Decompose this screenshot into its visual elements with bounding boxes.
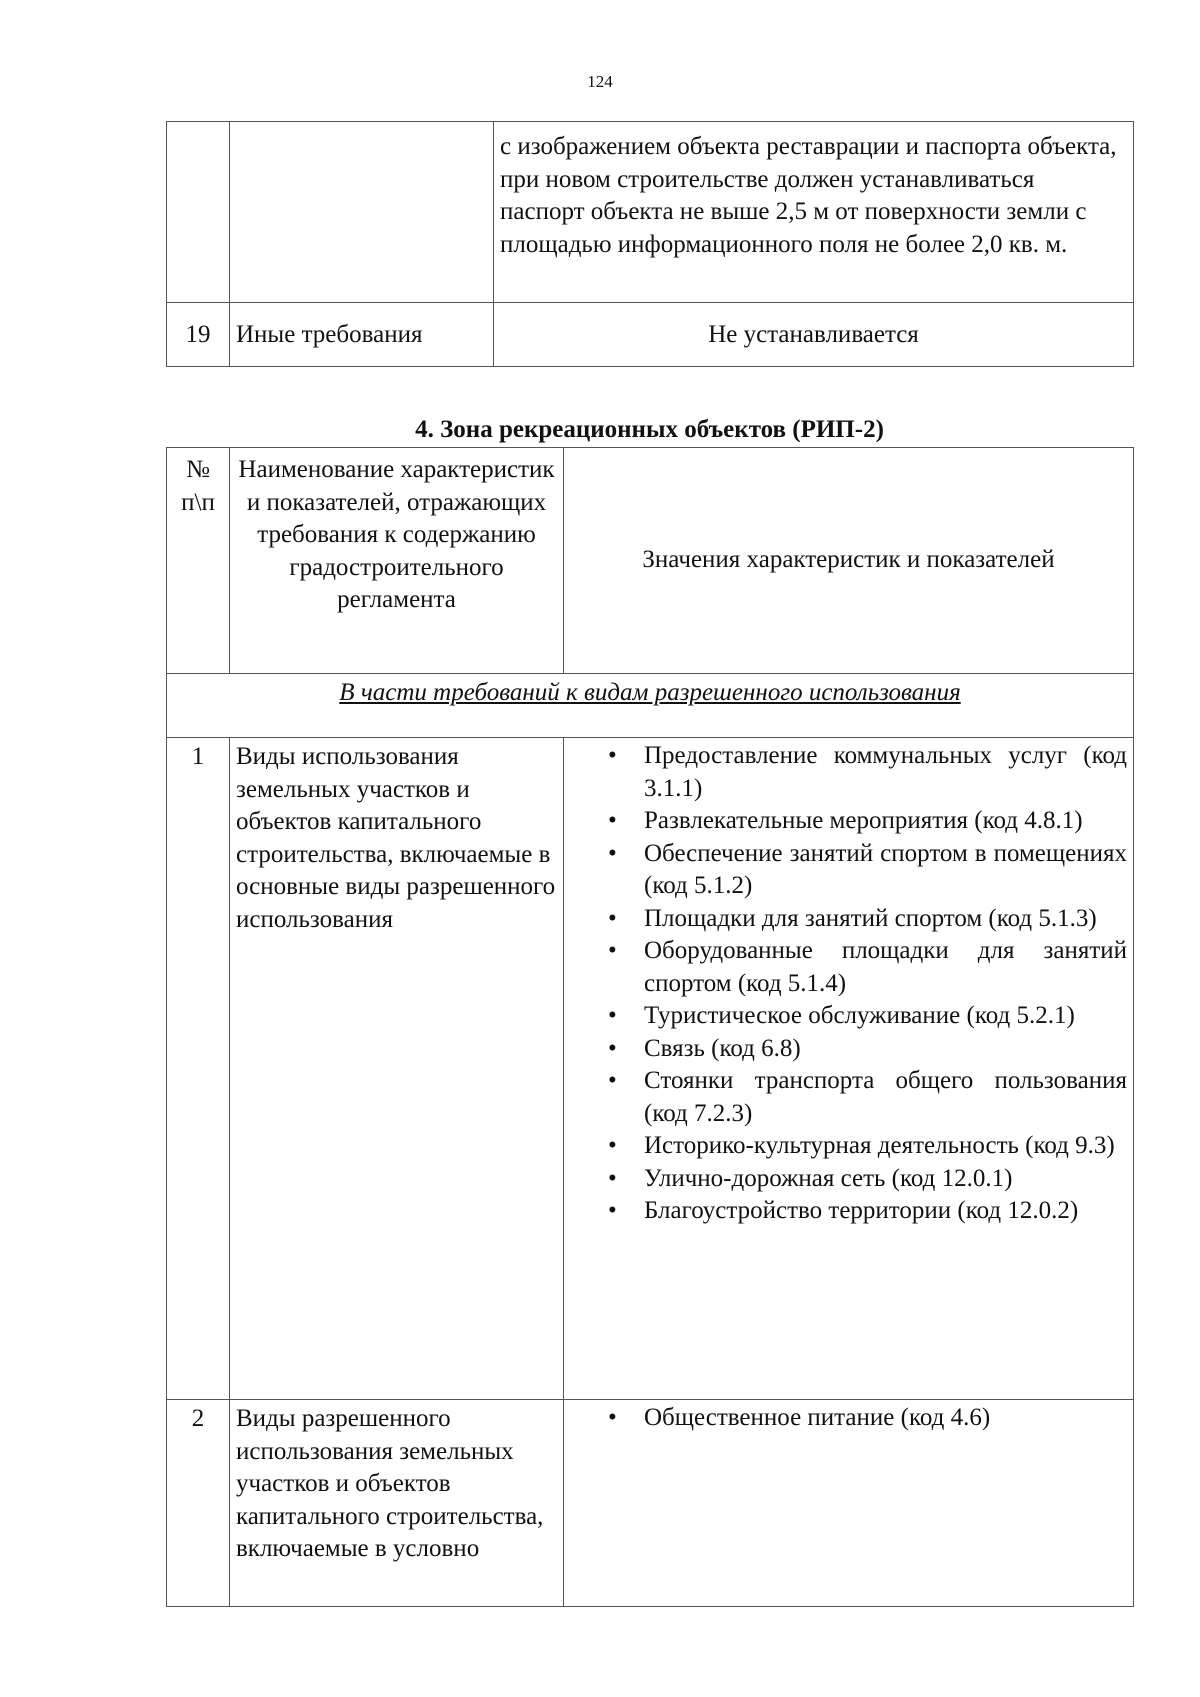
subheader-text: В части требований к видам разрешенного использования	[167, 674, 1134, 738]
table-row-1	[167, 738, 1134, 1400]
list-item: • Историко-культурная деятельность (код 9.3)	[564, 1130, 1127, 1163]
row-2-name: Виды разрешенного использования земельных участков и объектов капитального строительства, включаемые в условно	[230, 1400, 564, 1607]
section-title: 4. Зона рекреационных объектов (РИП-2)	[415, 416, 884, 443]
row-2-values	[564, 1400, 1134, 1607]
list-item: • Благоустройство территории (код 12.0.2)	[564, 1195, 1127, 1228]
row-19-name: Иные требования	[230, 303, 494, 367]
table-row-continuation	[167, 122, 1134, 303]
list-item: • Связь (код 6.8)	[564, 1033, 1127, 1066]
header-col-number: № п\п	[167, 448, 230, 674]
row-1-number: 1	[167, 738, 230, 1400]
list-item: • Общественное питание (код 4.6)	[564, 1402, 1127, 1435]
table-row-19	[167, 303, 1134, 367]
header-col-name: Наименование характеристик и показателей, отражающих требования к содержанию градостроительного регламента	[230, 448, 564, 674]
list-item: • Развлекательные мероприятия (код 4.8.1)	[564, 805, 1127, 838]
page-number: 124	[587, 72, 613, 91]
row-19-number: 19	[167, 303, 230, 367]
list-item: • Туристическое обслуживание (код 5.2.1)	[564, 1000, 1127, 1033]
list-item: • Улично-дорожная сеть (код 12.0.1)	[564, 1163, 1127, 1196]
cell-number-empty	[167, 122, 230, 303]
table-continuation	[166, 121, 1134, 367]
table-subheader-row	[167, 674, 1134, 738]
cell-name-empty	[230, 122, 494, 303]
row-1-bullet-list	[564, 738, 1133, 1228]
row-1-values	[564, 738, 1134, 1400]
table-row-2	[167, 1400, 1134, 1607]
header-col-value-cell	[564, 448, 1134, 674]
list-item: • Оборудованные площадки для занятий спортом (код 5.1.4)	[564, 935, 1127, 1000]
table-zone-rip2	[166, 447, 1134, 1607]
header-col-value: Значения характеристик и показателей	[642, 546, 1055, 574]
row-1-name: Виды использования земельных участков и объектов капитального строительства, включаемые в основные виды разрешенного использования	[230, 738, 564, 1400]
list-item: • Стоянки транспорта общего пользования (код 7.2.3)	[564, 1065, 1127, 1130]
list-item: • Предоставление коммунальных услуг (код 3.1.1)	[564, 740, 1127, 805]
list-item: • Площадки для занятий спортом (код 5.1.3)	[564, 903, 1127, 936]
table-header-row	[167, 448, 1134, 674]
row-2-bullet-list	[564, 1400, 1133, 1435]
row-2-number: 2	[167, 1400, 230, 1607]
list-item: • Обеспечение занятий спортом в помещениях (код 5.1.2)	[564, 838, 1127, 903]
continuation-text: с изображением объекта реставрации и паспорта объекта, при новом строительстве должен устанавливаться паспорт объекта не выше 2,5 м от поверхности земли с площадью информационного поля не более 2,0 кв. м.	[494, 122, 1134, 303]
row-19-value: Не устанавливается	[494, 303, 1134, 367]
